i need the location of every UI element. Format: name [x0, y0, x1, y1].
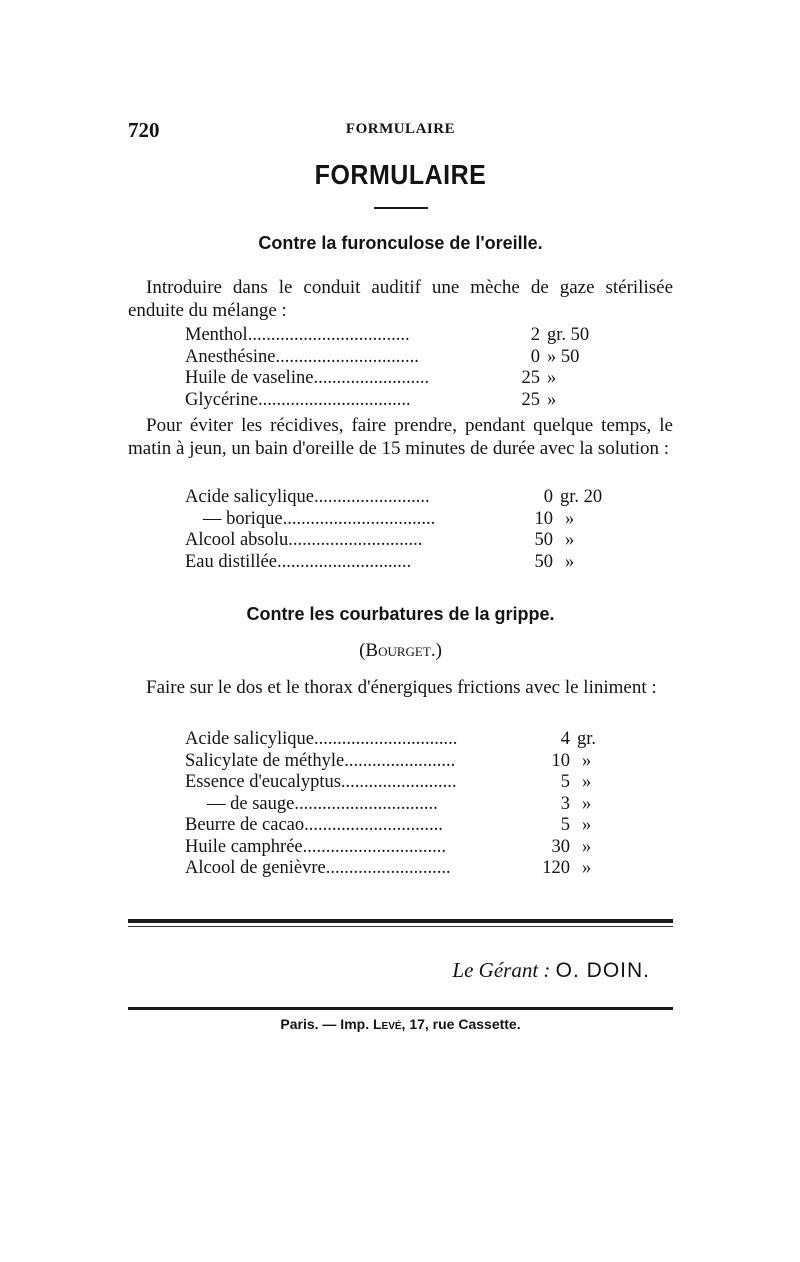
ingredient-qty: 25 — [521, 368, 540, 388]
ingredient-unit: » 50 — [547, 346, 580, 367]
title-rule — [374, 207, 428, 209]
footer-rule-thick — [128, 919, 673, 923]
attribution: (Bourget.) — [359, 640, 442, 661]
ingredient-qty: 5 — [560, 815, 570, 835]
ingredient-qty: 50 — [534, 530, 553, 550]
ingredient-unit: » — [565, 530, 575, 550]
ingredient-unit: gr. 50 — [547, 325, 590, 345]
ingredient-unit: » — [582, 858, 592, 878]
running-header — [128, 118, 673, 144]
ingredient-unit: » — [547, 389, 557, 410]
ingredient-name: Menthol................................... — [185, 325, 410, 345]
ingredient-unit: » — [565, 508, 575, 529]
ingredient-name: — de sauge............................... — [207, 793, 438, 814]
section1-followup — [128, 414, 673, 483]
ingredient-name: Huile camphrée............................... — [185, 836, 446, 857]
ingredient-unit: gr. — [577, 729, 597, 749]
ingredient-unit: » — [565, 551, 575, 572]
ingredient-unit: » — [547, 368, 557, 388]
ingredient-name: Alcool de genièvre........................... — [185, 858, 451, 878]
ingredient-unit: » — [582, 815, 592, 835]
section2-intro — [128, 676, 673, 722]
ingredient-qty: 10 — [551, 750, 570, 771]
ingredient-qty: 0 — [530, 346, 540, 367]
section1-intro-text: Introduire dans le conduit auditif une mèche de gaze stérilisée enduite du mélange : — [128, 277, 673, 321]
ingredient-qty: 25 — [521, 389, 540, 410]
ingredient-name: Beurre de cacao.............................. — [185, 815, 443, 835]
ingredient-unit: gr. 20 — [560, 487, 603, 507]
ingredient-name: Alcool absolu............................. — [185, 530, 423, 550]
ingredient-name: — borique................................. — [203, 508, 436, 529]
gerant-name: O. DOIN. — [555, 959, 650, 982]
ingredient-qty: 30 — [551, 836, 570, 857]
ingredient-qty: 0 — [543, 487, 553, 507]
ingredient-unit: » — [582, 793, 592, 814]
ingredient-name: Salicylate de méthyle........................ — [185, 750, 456, 771]
ingredient-qty: 5 — [560, 772, 570, 792]
ingredient-qty: 120 — [542, 858, 570, 878]
ingredient-name: Essence d'eucalyptus......................... — [185, 772, 457, 792]
gerant-label: Le Gérant : — [452, 958, 551, 982]
ingredient-qty: 2 — [530, 325, 540, 345]
ingredient-qty: 4 — [560, 729, 570, 749]
author-name: Bourget — [365, 640, 431, 661]
imprint-rule — [128, 1007, 673, 1010]
ingredient-name: Acide salicylique............................... — [185, 729, 458, 749]
page-number: 720 — [128, 118, 160, 142]
ingredient-qty: 50 — [534, 551, 553, 572]
ingredient-name: Acide salicylique......................... — [185, 487, 430, 507]
ingredient-unit: » — [582, 750, 592, 771]
section1-intro — [128, 276, 673, 322]
page-title: FORMULAIRE — [314, 160, 487, 191]
ingredient-name: Glycérine................................. — [185, 389, 411, 410]
imprint-line: Paris. — Imp. Levé, 17, rue Cassette. — [280, 1016, 521, 1032]
ingredient-qty: 10 — [534, 508, 553, 529]
running-title: FORMULAIRE — [345, 121, 456, 137]
ingredient-name: Eau distillée............................. — [185, 551, 412, 572]
ingredient-name: Anesthésine............................... — [185, 346, 419, 367]
ingredient-unit: » — [582, 836, 592, 857]
section1-followup-text: Pour éviter les récidives, faire prendre, pendant quelque temps, le matin à jeun, un bain d'oreille de 15 minutes de durée avec la solution : — [128, 415, 673, 459]
printer-name: Levé — [372, 1016, 402, 1032]
section2-intro-text: Faire sur le dos et le thorax d'énergiques frictions avec le liniment : — [146, 677, 657, 698]
ingredient-unit: » — [582, 772, 592, 792]
section-heading-grippe: Contre les courbatures de la grippe. — [246, 604, 555, 624]
ingredient-name: Huile de vaseline......................... — [185, 368, 430, 388]
ingredient-qty: 3 — [560, 793, 570, 814]
gerant-signature — [128, 958, 650, 983]
footer-rule-thin — [128, 926, 673, 927]
section-heading-furonculose: Contre la furonculose de l'oreille. — [258, 233, 543, 253]
